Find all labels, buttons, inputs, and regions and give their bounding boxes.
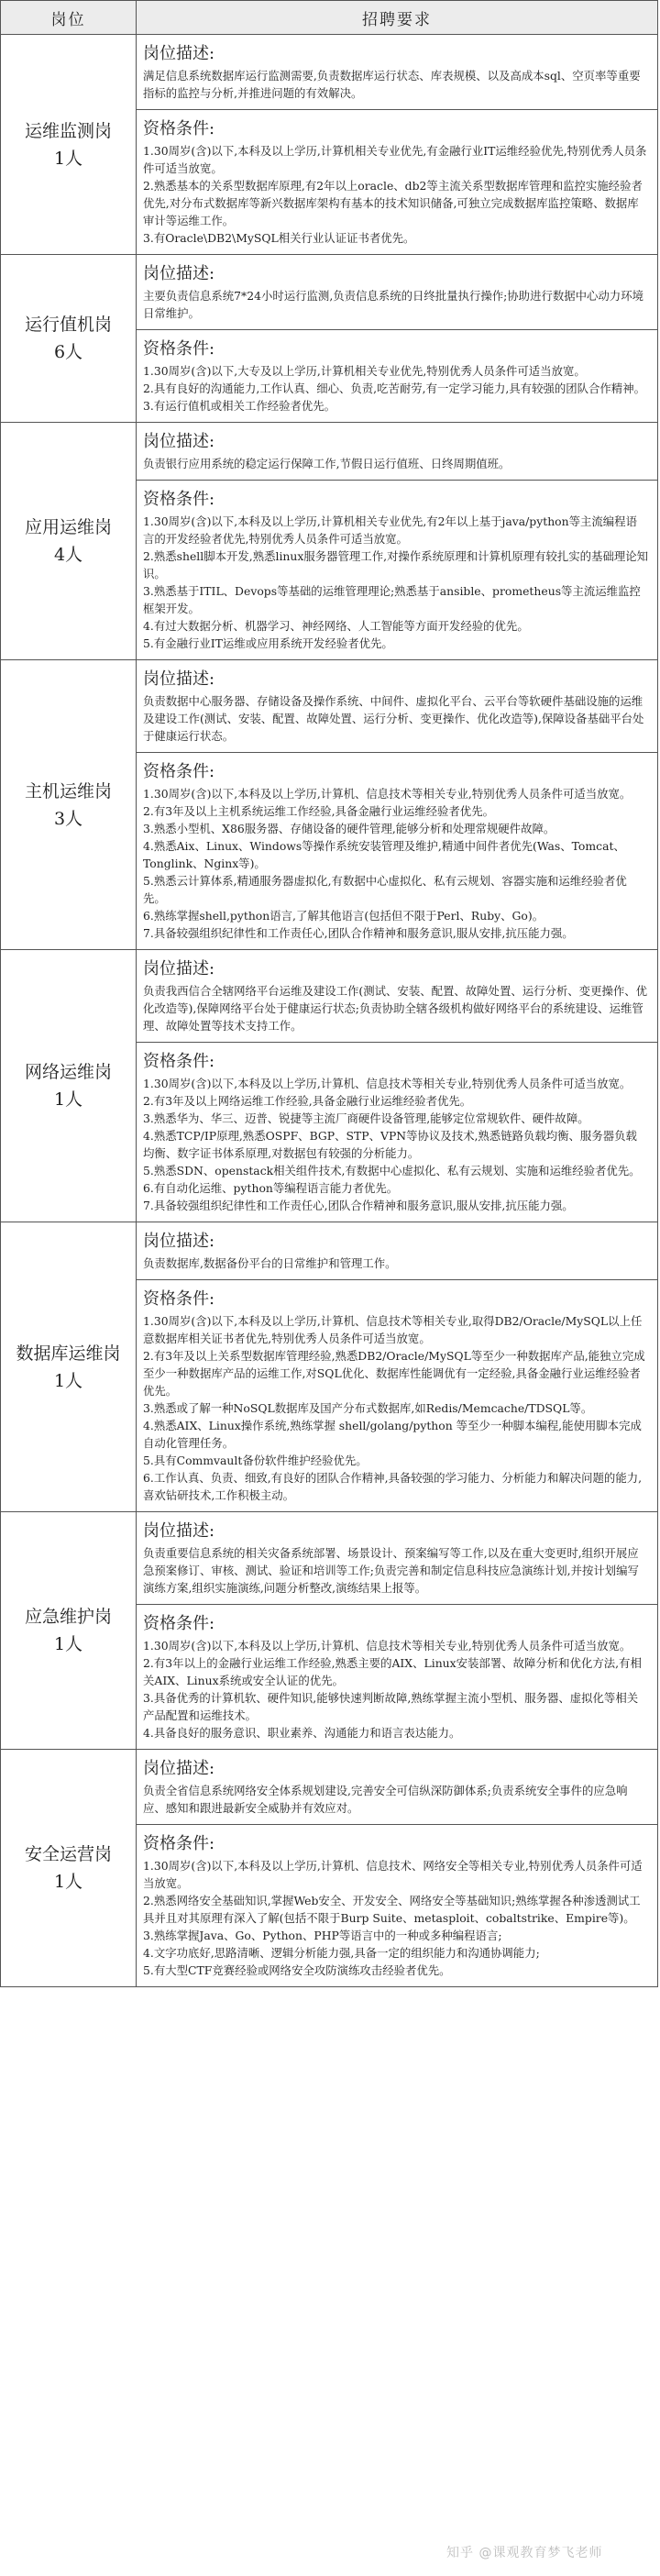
position-row [1,950,658,1222]
requirements-label: 资格条件: [143,1834,215,1853]
requirement-item: 3.熟悉华为、华三、迈普、锐捷等主流厂商硬件设备管理,能够定位常规软件、硬件故障。 [143,1111,589,1125]
requirement-item: 2.有3年及以上主机系统运维工作经验,具备金融行业运维经验者优先。 [143,804,494,818]
requirement-item: 5.有金融行业IT运维或应用系统开发经验者优先。 [143,636,393,650]
position-cell [1,950,137,1222]
position-name: 安全运营岗 [24,1844,112,1864]
position-cell [1,35,137,255]
requirement-item: 6.工作认真、负责、细致,有良好的团队合作精神,具备较强的学习能力、分析能力和解决问题的能力,喜欢钻研技术,工作积极主动。 [143,1471,643,1502]
requirements-cell [137,423,658,660]
requirement-item: 7.具备较强组织纪律性和工作责任心,团队合作精神和服务意识,服从安排,抗压能力强。 [143,926,574,940]
requirements-label: 资格条件: [143,490,215,509]
position-headcount: 1人 [53,1634,83,1654]
requirement-item: 4.熟悉AIX、Linux操作系统,熟练掌握 shell/golang/python 等至少一种脚本编程,能使用脚本完成自动化管理任务。 [143,1419,642,1450]
position-name: 运维监测岗 [24,120,112,141]
requirement-item: 5.有大型CTF竞赛经验或网络安全攻防演练攻击经验者优先。 [143,1963,451,1977]
position-name: 应用运维岗 [24,517,112,537]
description-label: 岗位描述: [143,432,215,451]
position-row [1,1512,658,1750]
position-headcount: 1人 [53,148,83,169]
description-text: 满足信息系统数据库运行监测需要,负责数据库运行状态、库表规模、以及高成本sql、空页率等重要指标的监控与分析,并推进问题的有效解决。 [143,69,641,100]
requirements-cell [137,1750,658,1987]
description-section [137,255,657,329]
description-label: 岗位描述: [143,44,215,63]
requirement-item: 1.30周岁(含)以下,大专及以上学历,计算机相关专业优先,特别优秀人员条件可适当放宽。 [143,364,586,378]
requirement-item: 4.熟悉Aix、Linux、Windows等操作系统安装管理及维护,精通中间件者优先(Was、Tomcat、Tonglink、Nginx等)。 [143,839,625,870]
position-cell [1,1750,137,1987]
header-position: 岗位 [1,1,137,35]
description-section [137,423,657,480]
position-headcount: 4人 [53,545,83,565]
requirement-item: 6.熟练掌握shell,python语言,了解其他语言(包括但不限于Perl、Ruby、Go)。 [143,909,544,923]
description-text: 负责数据中心服务器、存储设备及操作系统、中间件、虚拟化平台、云平台等软硬件基础设施的运维及建设工作(测试、安装、配置、故障处置、运行分析、变更操作、优化改造等),保障设备基础平台处于健康运行状态。 [143,694,644,743]
table-header-row [1,1,658,35]
requirements-section [137,1824,657,1986]
watermark-text: 知乎 @课观教育梦飞老师 [446,2546,603,2560]
requirement-item: 1.30周岁(含)以下,本科及以上学历,计算机相关专业优先,有金融行业IT运维经验优先,特别优秀人员条件可适当放宽。 [143,144,647,175]
position-headcount: 6人 [53,342,83,362]
description-label: 岗位描述: [143,1232,215,1251]
position-cell [1,1512,137,1750]
requirements-label: 资格条件: [143,1614,215,1633]
requirement-item: 2.有3年及以上网络运维工作经验,具备金融行业运维经验者优先。 [143,1094,472,1108]
requirements-cell [137,1222,658,1512]
description-section [137,1222,657,1279]
position-cell [1,423,137,660]
requirement-item: 6.有自动化运维、python等编程语言能力者优先。 [143,1181,399,1195]
description-section [137,660,657,752]
requirement-item: 5.熟悉云计算体系,精通服务器虚拟化,有数据中心虚拟化、私有云规划、容器实施和运维经验者优先。 [143,874,627,905]
requirement-item: 2.有3年以上的金融行业运维工作经验,熟悉主要的AIX、Linux安装部署、故障分析和优化方法,有相关AIX、Linux系统或安全认证的优先。 [143,1656,642,1687]
position-row [1,1222,658,1512]
requirement-item: 3.有运行值机或相关工作经验者优先。 [143,399,336,413]
position-row [1,35,658,255]
description-label: 岗位描述: [143,959,215,978]
position-name: 应急维护岗 [24,1607,112,1627]
description-text: 负责银行应用系统的稳定运行保障工作,节假日运行值班、日终周期值班。 [143,457,511,470]
description-text: 负责重要信息系统的相关灾备系统部署、场景设计、预案编写等工作,以及在重大变更时,组织开展应急预案修订、审核、测试、验证和培训等工作;负责完善和制定信息科技应急演练计划,并按计划编写演练方案,组织实施演练,问题分析整改,演练结果上报等。 [143,1546,639,1595]
requirements-cell [137,1512,658,1750]
requirement-item: 5.具有Commvault备份软件维护经验优先。 [143,1454,368,1467]
requirements-label: 资格条件: [143,1289,215,1309]
position-row [1,255,658,423]
position-row [1,1750,658,1987]
requirement-item: 1.30周岁(含)以下,本科及以上学历,计算机相关专业优先,有2年以上基于java/python等主流编程语言的开发经验者优先,特别优秀人员条件可适当放宽。 [143,514,637,546]
requirement-item: 3.熟练掌握Java、Go、Python、PHP等语言中的一种或多种编程语言; [143,1929,502,1942]
requirement-item: 4.有过大数据分析、机器学习、神经网络、人工智能等方面开发经验的优先。 [143,619,529,633]
requirements-section [137,1279,657,1511]
requirement-item: 2.具有良好的沟通能力,工作认真、细心、负责,吃苦耐劳,有一定学习能力,具有较强的团队合作精神。 [143,381,645,395]
requirement-item: 3.具备优秀的计算机软、硬件知识,能够快速判断故障,熟练掌握主流小型机、服务器、虚拟化等相关产品配置和运维技术。 [143,1691,639,1722]
requirement-item: 2.有3年及以上关系型数据库管理经验,熟悉DB2/Oracle/MySQL等至少一种数据库产品,能独立完成至少一种数据库产品的运维工作,对SQL优化、数据库性能调优有一定经验,具备金融行业运维经验者优先。 [143,1349,645,1398]
requirements-label: 资格条件: [143,339,215,359]
requirements-section [137,109,657,254]
requirement-item: 1.30周岁(含)以下,本科及以上学历,计算机、信息技术等相关专业,特别优秀人员条件可适当放宽。 [143,1639,632,1653]
requirements-cell [137,35,658,255]
requirement-item: 4.熟悉TCP/IP原理,熟悉OSPF、BGP、STP、VPN等协议及技术,熟悉链路负载均衡、服务器负载均衡、数字证书体系原理,对数据包有较强的分析能力。 [143,1129,637,1160]
description-section [137,950,657,1042]
position-headcount: 1人 [53,1872,83,1892]
description-text: 负责全省信息系统网络安全体系规划建设,完善安全可信纵深防御体系;负责系统安全事件的应急响应、感知和跟进最新安全威胁并有效应对。 [143,1784,628,1815]
requirement-item: 3.熟悉小型机、X86服务器、存储设备的硬件管理,能够分析和处理常规硬件故障。 [143,822,556,835]
requirements-cell [137,950,658,1222]
requirements-cell [137,255,658,423]
requirement-item: 2.熟悉基本的关系型数据库原理,有2年以上oracle、db2等主流关系型数据库管理和监控实施经验者优先,对分布式数据库等新兴数据库架构有基本的技术知识储备,可独立完成数据库监控策略、数据库审计等运维工作。 [143,179,643,227]
requirements-section [137,1604,657,1749]
requirements-label: 资格条件: [143,762,215,781]
requirement-item: 4.具备良好的服务意识、职业素养、沟通能力和语言表达能力。 [143,1726,461,1740]
requirement-item: 1.30周岁(含)以下,本科及以上学历,计算机、信息技术等相关专业,取得DB2/Oracle/MySQL以上任意数据库相关证书者优先,特别优秀人员条件可适当放宽。 [143,1314,643,1345]
description-text: 负责数据库,数据备份平台的日常维护和管理工作。 [143,1256,397,1270]
description-label: 岗位描述: [143,1759,215,1778]
description-text: 负责我西信合全辖网络平台运维及建设工作(测试、安装、配置、故障处置、运行分析、变更操作、优化改造等),保障网络平台处于健康运行状态;负责协助全辖各级机构做好网络平台的系统建设、运维管理、故障处置等技术支持工作。 [143,984,648,1033]
position-headcount: 1人 [53,1370,83,1391]
requirement-item: 4.文字功底好,思路清晰、逻辑分析能力强,具备一定的组织能力和沟通协调能力; [143,1946,540,1960]
requirement-item: 1.30周岁(含)以下,本科及以上学历,计算机、信息技术等相关专业,特别优秀人员条件可适当放宽。 [143,787,632,801]
requirements-label: 资格条件: [143,119,215,138]
requirement-item: 3.熟悉基于ITIL、Devops等基础的运维管理理论;熟悉基于ansible、prometheus等主流运维监控框架开发。 [143,584,641,615]
requirements-cell [137,660,658,950]
position-row [1,660,658,950]
description-section [137,1512,657,1604]
position-headcount: 1人 [53,1089,83,1110]
description-text: 主要负责信息系统7*24小时运行监测,负责信息系统的日终批量执行操作;协助进行数据中心动力环境日常维护。 [143,289,644,320]
description-section [137,35,657,109]
description-section [137,1750,657,1824]
position-name: 运行值机岗 [24,315,112,335]
requirements-section [137,480,657,659]
position-name: 主机运维岗 [24,780,112,802]
requirements-section [137,329,657,422]
description-label: 岗位描述: [143,264,215,283]
description-label: 岗位描述: [143,669,215,689]
requirement-item: 1.30周岁(含)以下,本科及以上学历,计算机、信息技术等相关专业,特别优秀人员条件可适当放宽。 [143,1077,632,1090]
requirement-item: 3.有Oracle\DB2\MySQL相关行业认证证书者优先。 [143,231,415,245]
header-requirements: 招聘要求 [137,1,658,35]
requirements-section [137,752,657,949]
position-cell [1,660,137,950]
position-name: 数据库运维岗 [16,1343,121,1364]
position-headcount: 3人 [53,808,83,829]
requirement-item: 7.具备较强组织纪律性和工作责任心,团队合作精神和服务意识,服从安排,抗压能力强。 [143,1199,574,1212]
position-cell [1,255,137,423]
requirement-item: 1.30周岁(含)以下,本科及以上学历,计算机、信息技术、网络安全等相关专业,特别优秀人员条件可适当放宽。 [143,1859,643,1890]
requirement-item: 5.熟悉SDN、openstack相关组件技术,有数据中心虚拟化、私有云规划、实施和运维经验者优先。 [143,1164,641,1177]
requirement-item: 3.熟悉或了解一种NoSQL数据库及国产分布式数据库,如Redis/Memcache/TDSQL等。 [143,1401,593,1415]
requirement-item: 2.熟悉shell脚本开发,熟悉linux服务器管理工作,对操作系统原理和计算机原理有较扎实的基础理论知识。 [143,549,649,580]
requirements-label: 资格条件: [143,1052,215,1071]
requirements-section [137,1042,657,1222]
position-name: 网络运维岗 [24,1062,112,1082]
requirement-item: 2.熟悉网络安全基础知识,掌握Web安全、开发安全、网络安全等基础知识;熟练掌握各种渗透测试工具并且对其原理有深入了解(包括不限于Burp Suite、metasploit、cobaltstrike、Empire等)。 [143,1894,641,1925]
description-label: 岗位描述: [143,1521,215,1541]
position-cell [1,1222,137,1512]
position-row [1,423,658,660]
